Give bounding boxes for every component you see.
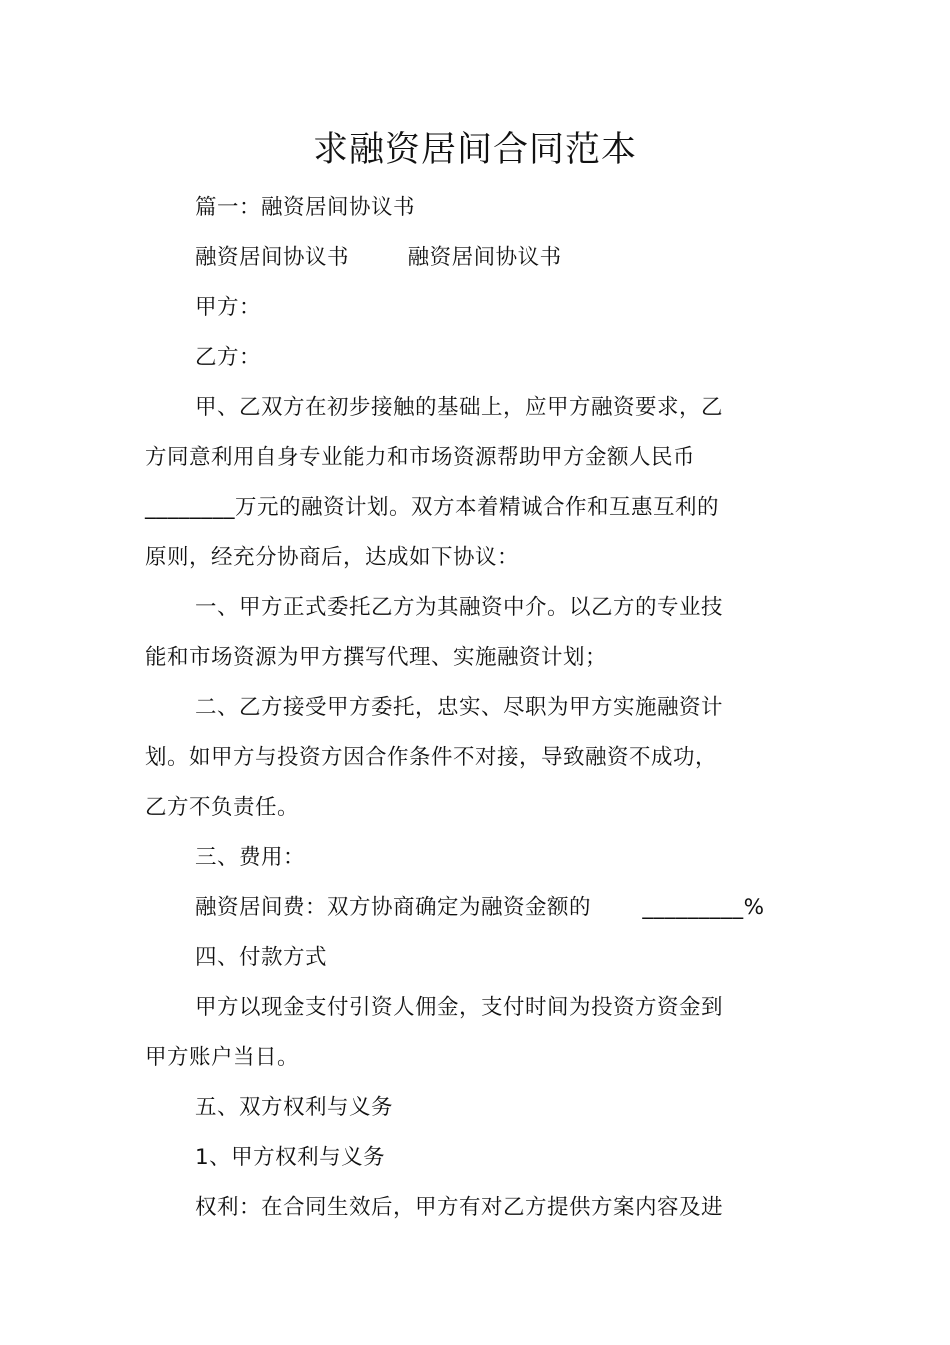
text-line: 能和市场资源为甲方撰写代理、实施融资计划； <box>145 645 608 670</box>
text-line: 乙方： <box>195 345 262 370</box>
text-line: 篇一：融资居间协议书 <box>195 195 416 220</box>
text-line: 融资居间协议书 融资居间协议书 <box>195 245 562 270</box>
text-line: 权利：在合同生效后，甲方有对乙方提供方案内容及进 <box>195 1195 724 1220</box>
text-line: 融资居间费：双方协商确定为融资金额的 _________% <box>195 895 765 920</box>
text-line: 甲方账户当日。 <box>145 1045 300 1070</box>
text-line: 原则，经充分协商后，达成如下协议： <box>145 545 520 570</box>
text-line: 五、双方权利与义务 <box>195 1095 394 1120</box>
document-title: 求融资居间合同范本 <box>312 130 637 170</box>
text-line: 1、甲方权利与义务 <box>195 1145 386 1170</box>
text-line: 划。如甲方与投资方因合作条件不对接，导致融资不成功， <box>145 745 718 770</box>
text-line: 四、付款方式 <box>195 945 328 970</box>
text-line: 甲方： <box>195 295 262 320</box>
text-line: 一、甲方正式委托乙方为其融资中介。以乙方的专业技 <box>195 595 724 620</box>
text-line: 二、乙方接受甲方委托，忠实、尽职为甲方实施融资计 <box>195 695 724 720</box>
text-line: 三、费用： <box>195 845 306 870</box>
text-line: 甲方以现金支付引资人佣金，支付时间为投资方资金到 <box>195 995 724 1020</box>
text-line: ________万元的融资计划。双方本着精诚合作和互惠互利的 <box>145 495 720 520</box>
text-line: 方同意利用自身专业能力和市场资源帮助甲方金额人民币 <box>145 445 696 470</box>
text-line: 甲、乙双方在初步接触的基础上，应甲方融资要求，乙 <box>195 395 724 420</box>
text-line: 乙方不负责任。 <box>145 795 300 820</box>
